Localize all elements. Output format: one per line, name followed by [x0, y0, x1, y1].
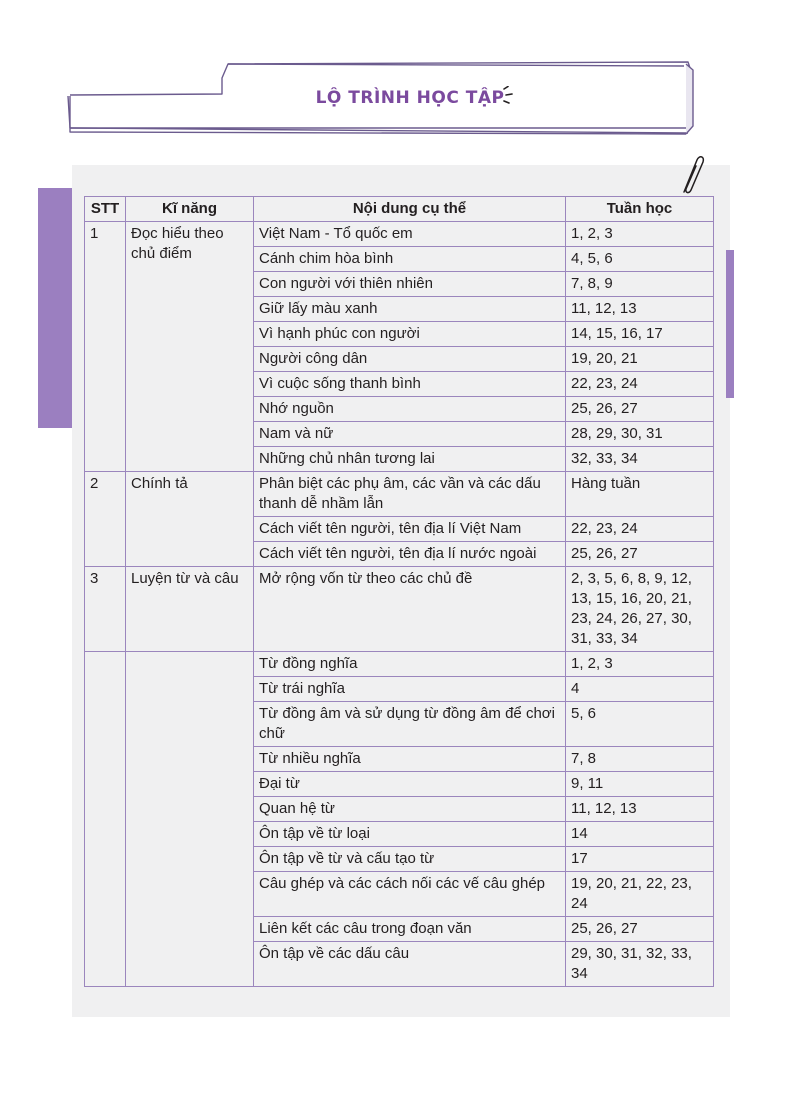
- cell-content: Nam và nữ: [254, 422, 566, 447]
- cell-content: Con người với thiên nhiên: [254, 272, 566, 297]
- table-row: [85, 567, 714, 652]
- cell-content: Mở rộng vốn từ theo các chủ đề: [254, 567, 566, 652]
- cell-skill: [126, 652, 254, 987]
- cell-content: Người công dân: [254, 347, 566, 372]
- col-header-stt: STT: [85, 197, 126, 222]
- cell-weeks: 1, 2, 3: [566, 222, 714, 247]
- cell-content: Quan hệ từ: [254, 797, 566, 822]
- cell-content: Phân biệt các phụ âm, các vần và các dấu thanh dễ nhầm lẫn: [254, 472, 566, 517]
- cell-weeks: 22, 23, 24: [566, 517, 714, 542]
- cell-content: Câu ghép và các cách nối các vế câu ghép: [254, 872, 566, 917]
- cell-weeks: 7, 8, 9: [566, 272, 714, 297]
- cell-weeks: 5, 6: [566, 702, 714, 747]
- table-body: [85, 222, 714, 987]
- cell-content: Vì cuộc sống thanh bình: [254, 372, 566, 397]
- page-title: LỘ TRÌNH HỌC TẬP: [315, 88, 505, 108]
- cell-weeks: 28, 29, 30, 31: [566, 422, 714, 447]
- table-row: [85, 222, 714, 247]
- cell-weeks: 14: [566, 822, 714, 847]
- cell-weeks: 29, 30, 31, 32, 33, 34: [566, 942, 714, 987]
- cell-stt: 1: [85, 222, 126, 472]
- cell-content: Từ trái nghĩa: [254, 677, 566, 702]
- cell-weeks: 2, 3, 5, 6, 8, 9, 12, 13, 15, 16, 20, 21, 23, 24, 26, 27, 30, 31, 33, 34: [566, 567, 714, 652]
- cell-content: Từ đồng nghĩa: [254, 652, 566, 677]
- cell-content: Cách viết tên người, tên địa lí nước ngoài: [254, 542, 566, 567]
- cell-weeks: 19, 20, 21: [566, 347, 714, 372]
- cell-weeks: 1, 2, 3: [566, 652, 714, 677]
- cell-weeks: 11, 12, 13: [566, 297, 714, 322]
- cell-content: Nhớ nguồn: [254, 397, 566, 422]
- cell-stt: [85, 652, 126, 987]
- decor-strip-right: [726, 250, 734, 398]
- cell-stt: 3: [85, 567, 126, 652]
- cell-content: Cánh chim hòa bình: [254, 247, 566, 272]
- cell-content: Ôn tập về từ loại: [254, 822, 566, 847]
- paperclip-icon: [672, 152, 712, 202]
- cell-content: Giữ lấy màu xanh: [254, 297, 566, 322]
- cell-weeks: 7, 8: [566, 747, 714, 772]
- cell-content: Từ nhiều nghĩa: [254, 747, 566, 772]
- col-header-skill: Kĩ năng: [126, 197, 254, 222]
- cell-weeks: 25, 26, 27: [566, 397, 714, 422]
- cell-weeks: 32, 33, 34: [566, 447, 714, 472]
- cell-weeks: Hàng tuần: [566, 472, 714, 517]
- cell-content: Liên kết các câu trong đoạn văn: [254, 917, 566, 942]
- table-header-row: [85, 197, 714, 222]
- study-schedule-table: [84, 196, 714, 987]
- cell-stt: 2: [85, 472, 126, 567]
- sparkle-icon: [496, 86, 520, 106]
- cell-content: Vì hạnh phúc con người: [254, 322, 566, 347]
- cell-weeks: 22, 23, 24: [566, 372, 714, 397]
- cell-content: Đại từ: [254, 772, 566, 797]
- cell-weeks: 17: [566, 847, 714, 872]
- cell-weeks: 11, 12, 13: [566, 797, 714, 822]
- cell-weeks: 4: [566, 677, 714, 702]
- cell-content: Những chủ nhân tương lai: [254, 447, 566, 472]
- table-row: [85, 472, 714, 517]
- cell-weeks: 9, 11: [566, 772, 714, 797]
- cell-skill: Chính tả: [126, 472, 254, 567]
- cell-content: Từ đồng âm và sử dụng từ đồng âm để chơi chữ: [254, 702, 566, 747]
- table-row: [85, 652, 714, 677]
- banner-frame: [0, 0, 800, 160]
- cell-weeks: 19, 20, 21, 22, 23, 24: [566, 872, 714, 917]
- cell-weeks: 25, 26, 27: [566, 917, 714, 942]
- cell-content: Việt Nam - Tổ quốc em: [254, 222, 566, 247]
- cell-content: Ôn tập về từ và cấu tạo từ: [254, 847, 566, 872]
- col-header-weeks: Tuần học: [566, 197, 714, 222]
- cell-weeks: 4, 5, 6: [566, 247, 714, 272]
- cell-skill: Đọc hiểu theo chủ điểm: [126, 222, 254, 472]
- cell-content: Ôn tập về các dấu câu: [254, 942, 566, 987]
- cell-skill: Luyện từ và câu: [126, 567, 254, 652]
- cell-content: Cách viết tên người, tên địa lí Việt Nam: [254, 517, 566, 542]
- cell-weeks: 25, 26, 27: [566, 542, 714, 567]
- cell-weeks: 14, 15, 16, 17: [566, 322, 714, 347]
- col-header-content: Nội dung cụ thể: [254, 197, 566, 222]
